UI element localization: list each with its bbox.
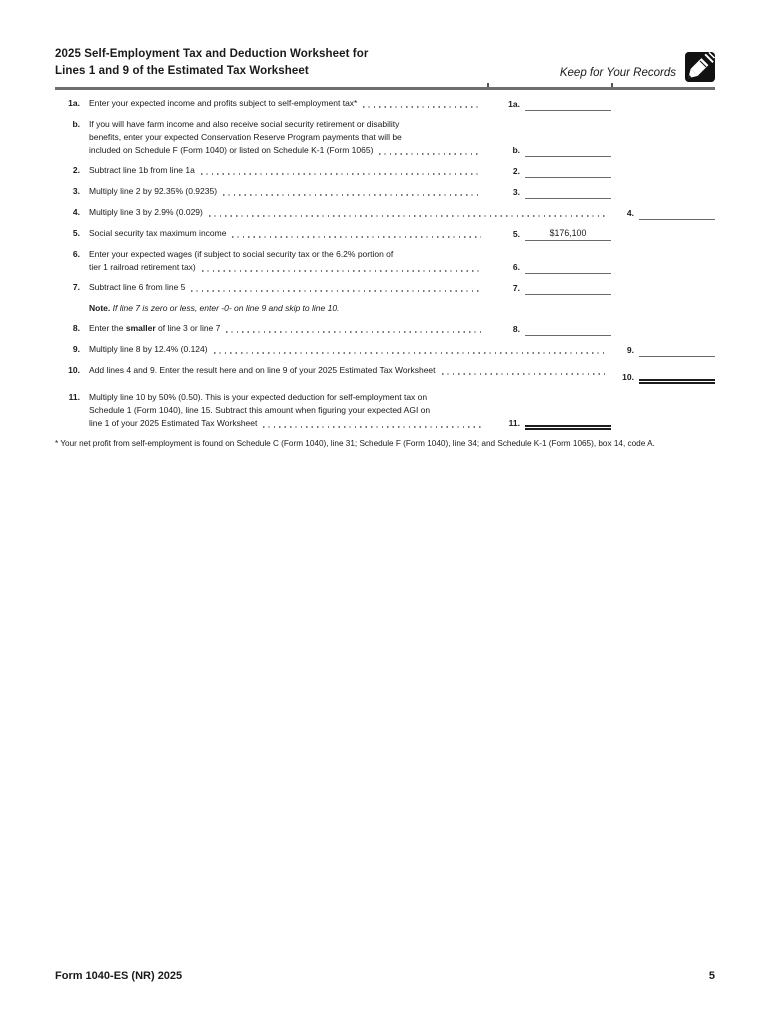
worksheet-line-1b [55, 118, 715, 157]
entry-label: 9. [626, 345, 634, 355]
line-text: Enter the smaller of line 3 or line 7 [89, 323, 221, 333]
note-text: If line 7 is zero or less, enter -0- on line 9 and skip to line 10. [112, 303, 340, 313]
header-rule [55, 87, 715, 90]
entry-label: 7. [512, 283, 520, 293]
dotted-leader [223, 194, 481, 195]
line-number: b. [72, 119, 80, 129]
line-text: Multiply line 3 by 2.9% (0.029) [89, 207, 203, 217]
line-text: Subtract line 1b from line 1a [89, 165, 195, 175]
note-label: Note. [89, 303, 111, 313]
line-number: 3. [72, 186, 80, 196]
line-text: benefits, enter your expected Conservation Reserve Program payments that will be [89, 132, 402, 142]
dotted-leader [442, 373, 605, 374]
worksheet-line-11 [55, 391, 715, 430]
entry-label: 1a. [508, 99, 520, 109]
entry-label: 10. [622, 372, 634, 382]
dotted-leader [201, 173, 481, 174]
line-text: Subtract line 6 from line 5 [89, 282, 186, 292]
entry-label: 8. [512, 324, 520, 334]
line-text: tier 1 railroad retirement tax) [89, 262, 196, 272]
line-text: included on Schedule F (Form 1040) or listed on Schedule K-1 (Form 1065) [89, 145, 374, 155]
column-tick [487, 83, 489, 87]
line-number: 10. [68, 365, 80, 375]
line-text: line 1 of your 2025 Estimated Tax Worksheet [89, 418, 258, 428]
line-number: 5. [72, 228, 80, 238]
worksheet-line-1a [55, 97, 715, 111]
entry-label: 4. [626, 208, 634, 218]
worksheet-title [55, 46, 368, 80]
line-number: 11. [68, 392, 80, 402]
line-number: 6. [72, 249, 80, 259]
line-text: Multiply line 2 by 92.35% (0.9235) [89, 186, 218, 196]
line-number: 4. [72, 207, 80, 217]
worksheet-line-8 [55, 322, 715, 336]
line-text: Multiply line 8 by 12.4% (0.124) [89, 344, 208, 354]
page-footer [55, 970, 715, 982]
line-text: Enter your expected wages (if subject to social security tax or the 6.2% portion of [89, 249, 394, 259]
pencil-icon [685, 51, 715, 83]
entry-label: b. [512, 145, 520, 155]
form-id: Form 1040-ES (NR) 2025 [55, 970, 183, 982]
line-number: 1a. [68, 98, 80, 108]
dotted-leader [214, 352, 605, 353]
entry-field-1b[interactable] [525, 143, 611, 157]
dotted-leader [363, 106, 481, 107]
dotted-leader [226, 331, 481, 332]
entry-field-8[interactable] [525, 322, 611, 336]
entry-label: 11. [508, 418, 520, 428]
entry-label: 3. [512, 187, 520, 197]
dotted-leader [209, 215, 605, 216]
worksheet-line-4 [55, 206, 715, 220]
line-text: Enter your expected income and profits subject to self-employment tax* [89, 98, 358, 108]
entry-label: 5. [512, 229, 520, 239]
line-number: 9. [72, 344, 80, 354]
line-text: Add lines 4 and 9. Enter the result here and on line 9 of your 2025 Estimated Tax Worksheet [89, 365, 436, 375]
entry-field-9[interactable] [639, 343, 715, 357]
line-text: If you will have farm income and also receive social security retirement or disability [89, 119, 400, 129]
line-number: 2. [72, 165, 80, 175]
entry-field-3[interactable] [525, 185, 611, 199]
keep-for-records-label: Keep for Your Records [559, 67, 676, 79]
worksheet-line-3 [55, 185, 715, 199]
dotted-leader [379, 153, 481, 154]
dotted-leader [202, 270, 481, 271]
line-text: Schedule 1 (Form 1040), line 15. Subtract this amount when figuring your expected AGI on [89, 405, 431, 415]
dotted-leader [232, 236, 481, 237]
worksheet-line-6 [55, 248, 715, 274]
dotted-leader [191, 290, 481, 291]
column-tick [611, 83, 613, 87]
entry-field-5[interactable]: $176,100 [525, 227, 611, 241]
worksheet-note [55, 302, 715, 315]
worksheet-line-9 [55, 343, 715, 357]
line-text: Social security tax maximum income [89, 228, 227, 238]
worksheet-line-5 [55, 227, 715, 241]
entry-field-10[interactable] [639, 364, 715, 384]
entry-field-6[interactable] [525, 260, 611, 274]
page-number: 5 [708, 970, 715, 982]
footnote: * Your net profit from self-employment is found on Schedule C (Form 1040), line 31; Schedule F (Form 1040), line 34; and Schedule K-1 (Form 1065), box 14, code A. [55, 439, 655, 448]
entry-field-1a[interactable] [525, 97, 611, 111]
entry-field-2[interactable] [525, 164, 611, 178]
entry-label: 2. [512, 166, 520, 176]
worksheet-title-line2: Lines 1 and 9 of the Estimated Tax Worksheet [55, 65, 309, 77]
worksheet-title-line1: 2025 Self-Employment Tax and Deduction Worksheet for [55, 48, 369, 60]
worksheet-body [55, 97, 715, 430]
entry-field-4[interactable] [639, 206, 715, 220]
entry-label: 6. [512, 262, 520, 272]
worksheet-line-10 [55, 364, 715, 384]
entry-field-7[interactable] [525, 281, 611, 295]
line-text: Multiply line 10 by 50% (0.50). This is your expected deduction for self-employment tax on [89, 392, 428, 402]
worksheet-line-2 [55, 164, 715, 178]
line-number: 8. [72, 323, 80, 333]
worksheet-header [55, 46, 715, 80]
worksheet-line-7 [55, 281, 715, 295]
line-number: 7. [72, 282, 80, 292]
entry-field-11[interactable] [525, 410, 611, 430]
dotted-leader [263, 426, 481, 427]
